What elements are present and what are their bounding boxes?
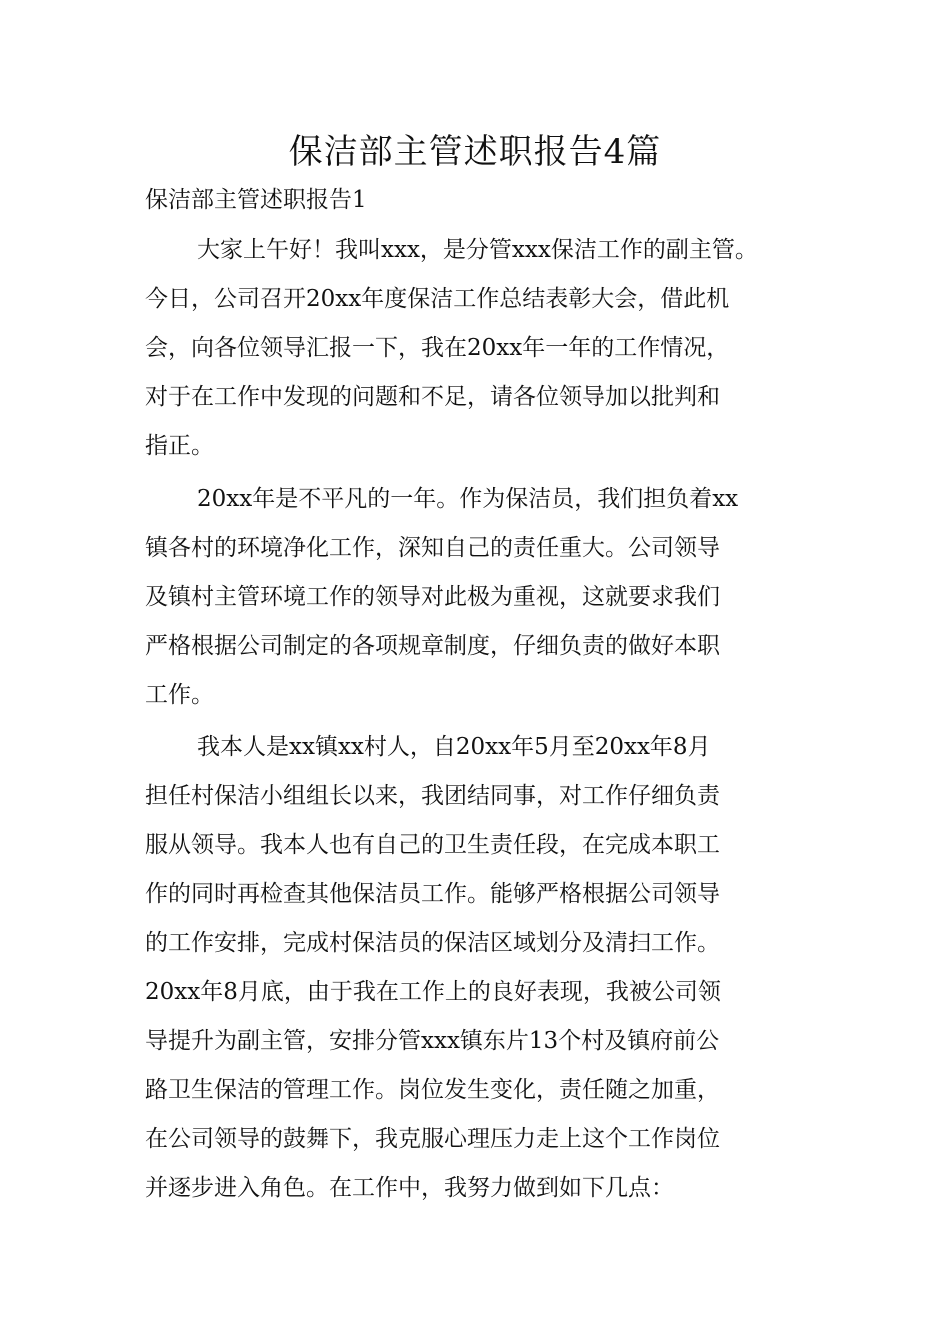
text-line: 作的同时再检查其他保洁员工作。能够严格根据公司领导 <box>145 881 720 907</box>
text-line: 并逐步进入角色。在工作中，我努力做到如下几点： <box>145 1175 674 1201</box>
text-line: 工作。 <box>145 682 214 708</box>
text-line: 20xx年8月底，由于我在工作上的良好表现，我被公司领 <box>145 979 721 1005</box>
text-line: 在公司领导的鼓舞下，我克服心理压力走上这个工作岗位 <box>145 1126 720 1152</box>
text-line: 导提升为副主管，安排分管xxx镇东片13个村及镇府前公 <box>145 1028 720 1054</box>
document-title: 保洁部主管述职报告4篇 <box>288 132 662 172</box>
text-line: 大家上午好！我叫xxx，是分管xxx保洁工作的副主管。 <box>197 237 758 263</box>
text-line: 及镇村主管环境工作的领导对此极为重视，这就要求我们 <box>145 584 720 610</box>
text-line: 严格根据公司制定的各项规章制度，仔细负责的做好本职 <box>145 633 720 659</box>
text-line: 会，向各位领导汇报一下，我在20xx年一年的工作情况， <box>145 335 730 361</box>
text-line: 路卫生保洁的管理工作。岗位发生变化，责任随之加重， <box>145 1077 720 1103</box>
text-line: 20xx年是不平凡的一年。作为保洁员，我们担负着xx <box>197 486 739 512</box>
text-line: 指正。 <box>145 433 214 459</box>
text-line: 今日，公司召开20xx年度保洁工作总结表彰大会，借此机 <box>145 286 730 312</box>
text-line: 对于在工作中发现的问题和不足，请各位领导加以批判和 <box>145 384 720 410</box>
text-line: 的工作安排，完成村保洁员的保洁区域划分及清扫工作。 <box>145 930 720 956</box>
text-line: 服从领导。我本人也有自己的卫生责任段，在完成本职工 <box>145 832 720 858</box>
text-line: 担任村保洁小组组长以来，我团结同事，对工作仔细负责 <box>145 783 720 809</box>
section-heading: 保洁部主管述职报告1 <box>145 187 367 213</box>
text-line: 我本人是xx镇xx村人，自20xx年5月至20xx年8月 <box>197 734 711 760</box>
text-line: 镇各村的环境净化工作，深知自己的责任重大。公司领导 <box>145 535 720 561</box>
